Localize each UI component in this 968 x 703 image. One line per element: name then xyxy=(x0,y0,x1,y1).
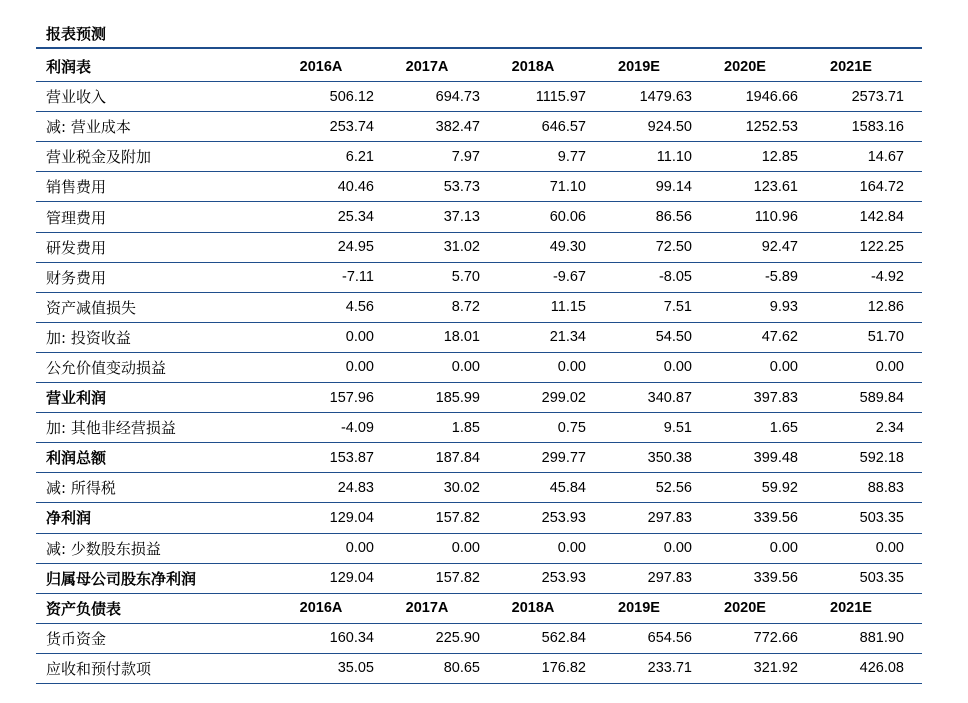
table-row xyxy=(36,293,922,323)
table-row xyxy=(36,443,922,473)
value-cell: 157.96 xyxy=(329,389,374,406)
row-values xyxy=(268,630,922,646)
table-row xyxy=(36,202,922,232)
value-cell: 233.71 xyxy=(647,660,692,677)
value-cell: 592.18 xyxy=(859,449,904,466)
row-values xyxy=(268,450,922,466)
value-cell: 299.02 xyxy=(541,389,586,406)
value-cell: 9.93 xyxy=(769,299,798,316)
value-cell: 7.97 xyxy=(451,148,480,165)
value-cell: 31.02 xyxy=(443,239,480,256)
table-row xyxy=(36,82,922,112)
table-row xyxy=(36,142,922,172)
value-cell: 340.87 xyxy=(647,389,692,406)
value-cell: 110.96 xyxy=(754,209,798,226)
year-header-cell: 2020E xyxy=(724,58,766,75)
value-cell: 35.05 xyxy=(337,660,374,677)
value-cell: 0.00 xyxy=(663,540,692,557)
value-cell: 321.92 xyxy=(753,660,798,677)
value-cell: 253.93 xyxy=(541,570,586,587)
value-cell: 589.84 xyxy=(859,389,904,406)
value-cell: 6.21 xyxy=(345,148,374,165)
value-cell: 49.30 xyxy=(549,239,586,256)
value-cell: 0.00 xyxy=(875,540,904,557)
year-header-cells xyxy=(268,600,922,616)
value-cell: 654.56 xyxy=(647,630,692,647)
value-cell: 99.14 xyxy=(655,178,692,195)
table-row xyxy=(36,323,922,353)
value-cell: 0.00 xyxy=(345,359,374,376)
value-cell: 25.34 xyxy=(337,209,374,226)
page-title: 报表预测 xyxy=(46,25,107,43)
year-header-cell: 2018A xyxy=(511,600,555,617)
value-cell: 153.87 xyxy=(329,449,374,466)
row-label: 管理费用 xyxy=(46,208,107,227)
value-cell: 7.51 xyxy=(663,299,692,316)
row-label: 资产减值损失 xyxy=(46,298,137,317)
row-label: 研发费用 xyxy=(46,238,107,257)
value-cell: 92.47 xyxy=(761,239,798,256)
value-cell: 772.66 xyxy=(753,630,798,647)
value-cell: 350.38 xyxy=(647,449,692,466)
title-rule xyxy=(36,47,922,49)
row-label: 财务费用 xyxy=(46,268,107,287)
row-values xyxy=(268,540,922,556)
value-cell: 11.10 xyxy=(656,148,692,165)
value-cell: -4.92 xyxy=(870,269,904,286)
table-row xyxy=(36,353,922,383)
value-cell: 21.34 xyxy=(549,329,586,346)
table-row xyxy=(36,172,922,202)
value-cell: 253.93 xyxy=(541,509,586,526)
section-header-label: 资产负债表 xyxy=(46,599,122,618)
value-cell: 4.56 xyxy=(345,299,374,316)
value-cell: 157.82 xyxy=(435,509,480,526)
value-cell: 0.00 xyxy=(769,359,798,376)
value-cell: 426.08 xyxy=(859,660,904,677)
value-cell: 9.51 xyxy=(663,419,692,436)
value-cell: 297.83 xyxy=(647,570,692,587)
value-cell: 123.61 xyxy=(753,178,798,195)
value-cell: 0.75 xyxy=(557,419,586,436)
table-row xyxy=(36,564,922,594)
value-cell: 253.74 xyxy=(329,118,374,135)
value-cell: 47.62 xyxy=(761,329,798,346)
value-cell: 0.00 xyxy=(557,359,586,376)
value-cell: 646.57 xyxy=(541,118,586,135)
value-cell: 299.77 xyxy=(541,449,586,466)
row-values xyxy=(268,570,922,586)
value-cell: -5.89 xyxy=(764,269,798,286)
value-cell: 142.84 xyxy=(859,209,904,226)
value-cell: 18.01 xyxy=(443,329,480,346)
value-cell: 382.47 xyxy=(435,118,480,135)
value-cell: 45.84 xyxy=(549,479,586,496)
value-cell: 1.85 xyxy=(451,419,480,436)
value-cell: 1479.63 xyxy=(639,88,692,105)
value-cell: 8.72 xyxy=(451,299,480,316)
value-cell: 503.35 xyxy=(859,509,904,526)
value-cell: 1583.16 xyxy=(851,118,904,135)
value-cell: 51.70 xyxy=(867,329,904,346)
row-label: 应收和预付款项 xyxy=(46,659,152,678)
value-cell: 185.99 xyxy=(435,389,480,406)
value-cell: 11.15 xyxy=(550,299,586,316)
value-cell: -7.11 xyxy=(342,269,374,286)
row-values xyxy=(268,510,922,526)
row-values xyxy=(268,660,922,676)
row-values xyxy=(268,420,922,436)
row-label: 公允价值变动损益 xyxy=(46,358,167,377)
value-cell: 2.34 xyxy=(875,419,904,436)
value-cell: 0.00 xyxy=(451,359,480,376)
value-cell: -4.09 xyxy=(340,419,374,436)
table-row xyxy=(36,503,922,533)
value-cell: 14.67 xyxy=(867,148,904,165)
row-values xyxy=(268,119,922,135)
value-cell: 339.56 xyxy=(753,570,798,587)
value-cell: 52.56 xyxy=(655,479,692,496)
row-values xyxy=(268,390,922,406)
value-cell: 397.83 xyxy=(753,389,798,406)
value-cell: 694.73 xyxy=(435,88,480,105)
value-cell: 30.02 xyxy=(443,479,480,496)
row-label: 营业利润 xyxy=(46,389,107,408)
value-cell: 164.72 xyxy=(859,178,904,195)
row-values xyxy=(268,209,922,225)
row-label: 净利润 xyxy=(46,509,92,528)
value-cell: 399.48 xyxy=(753,449,798,466)
income-statement-header xyxy=(36,52,922,82)
value-cell: 225.90 xyxy=(435,630,480,647)
row-label: 货币资金 xyxy=(46,629,107,648)
value-cell: 506.12 xyxy=(329,88,374,105)
value-cell: 54.50 xyxy=(655,329,692,346)
row-values xyxy=(268,359,922,375)
row-label: 归属母公司股东净利润 xyxy=(46,569,197,588)
value-cell: 5.70 xyxy=(451,269,480,286)
value-cell: 129.04 xyxy=(329,570,374,587)
row-values xyxy=(268,480,922,496)
value-cell: 187.84 xyxy=(435,449,480,466)
year-header-cell: 2016A xyxy=(299,58,343,75)
year-header-cell: 2017A xyxy=(405,58,449,75)
row-values xyxy=(268,269,922,285)
value-cell: 1115.97 xyxy=(535,88,586,105)
value-cell: 1.65 xyxy=(769,419,798,436)
row-values xyxy=(268,89,922,105)
value-cell: 24.95 xyxy=(337,239,374,256)
row-label: 销售费用 xyxy=(46,178,107,197)
value-cell: 53.73 xyxy=(443,178,480,195)
value-cell: 297.83 xyxy=(647,509,692,526)
value-cell: 37.13 xyxy=(443,209,480,226)
value-cell: 24.83 xyxy=(337,479,374,496)
table-row xyxy=(36,383,922,413)
row-label: 减: 营业成本 xyxy=(46,118,131,137)
value-cell: 12.85 xyxy=(761,148,798,165)
value-cell: 86.56 xyxy=(655,209,692,226)
row-label: 减: 少数股东损益 xyxy=(46,539,161,558)
row-label: 利润总额 xyxy=(46,449,107,468)
value-cell: 0.00 xyxy=(875,359,904,376)
value-cell: 2573.71 xyxy=(851,88,904,105)
row-values xyxy=(268,149,922,165)
table-row xyxy=(36,233,922,263)
value-cell: 9.77 xyxy=(557,148,586,165)
section-header-label: 利润表 xyxy=(46,58,92,77)
value-cell: 503.35 xyxy=(859,570,904,587)
year-header-cell: 2019E xyxy=(618,600,660,617)
year-header-cell: 2018A xyxy=(511,58,555,75)
table-row xyxy=(36,534,922,564)
value-cell: 0.00 xyxy=(663,359,692,376)
row-values xyxy=(268,179,922,195)
value-cell: 1946.66 xyxy=(745,88,798,105)
value-cell: 129.04 xyxy=(329,509,374,526)
row-values xyxy=(268,299,922,315)
row-label: 营业收入 xyxy=(46,88,107,107)
value-cell: 72.50 xyxy=(655,239,692,256)
value-cell: 59.92 xyxy=(761,479,798,496)
table-row xyxy=(36,263,922,293)
year-header-cell: 2021E xyxy=(830,58,872,75)
row-values xyxy=(268,329,922,345)
year-header-cell: 2016A xyxy=(299,600,343,617)
value-cell: 881.90 xyxy=(859,630,904,647)
value-cell: 157.82 xyxy=(435,570,480,587)
table-row xyxy=(36,654,922,684)
table-row xyxy=(36,413,922,443)
value-cell: 176.82 xyxy=(541,660,586,677)
value-cell: 0.00 xyxy=(451,540,480,557)
value-cell: 40.46 xyxy=(337,178,374,195)
value-cell: 122.25 xyxy=(859,239,904,256)
value-cell: 562.84 xyxy=(541,630,586,647)
table-row xyxy=(36,112,922,142)
year-header-cells xyxy=(268,59,922,75)
financial-forecast-table xyxy=(36,52,922,684)
value-cell: 80.65 xyxy=(443,660,480,677)
value-cell: 339.56 xyxy=(753,509,798,526)
year-header-cell: 2017A xyxy=(405,600,449,617)
value-cell: -9.67 xyxy=(552,269,586,286)
year-header-cell: 2021E xyxy=(830,600,872,617)
value-cell: 12.86 xyxy=(867,299,904,316)
value-cell: -8.05 xyxy=(658,269,692,286)
balance-sheet-header xyxy=(36,594,922,624)
value-cell: 0.00 xyxy=(345,329,374,346)
year-header-cell: 2020E xyxy=(724,600,766,617)
year-header-cell: 2019E xyxy=(618,58,660,75)
table-row xyxy=(36,624,922,654)
value-cell: 924.50 xyxy=(647,118,692,135)
value-cell: 0.00 xyxy=(345,540,374,557)
row-label: 营业税金及附加 xyxy=(46,148,152,167)
value-cell: 88.83 xyxy=(867,479,904,496)
value-cell: 0.00 xyxy=(769,540,798,557)
row-values xyxy=(268,239,922,255)
value-cell: 60.06 xyxy=(549,209,586,226)
row-label: 加: 投资收益 xyxy=(46,328,131,347)
row-label: 加: 其他非经营损益 xyxy=(46,419,176,438)
row-label: 减: 所得税 xyxy=(46,479,116,498)
value-cell: 71.10 xyxy=(549,178,586,195)
value-cell: 160.34 xyxy=(329,630,374,647)
value-cell: 0.00 xyxy=(557,540,586,557)
table-row xyxy=(36,473,922,503)
value-cell: 1252.53 xyxy=(745,118,798,135)
